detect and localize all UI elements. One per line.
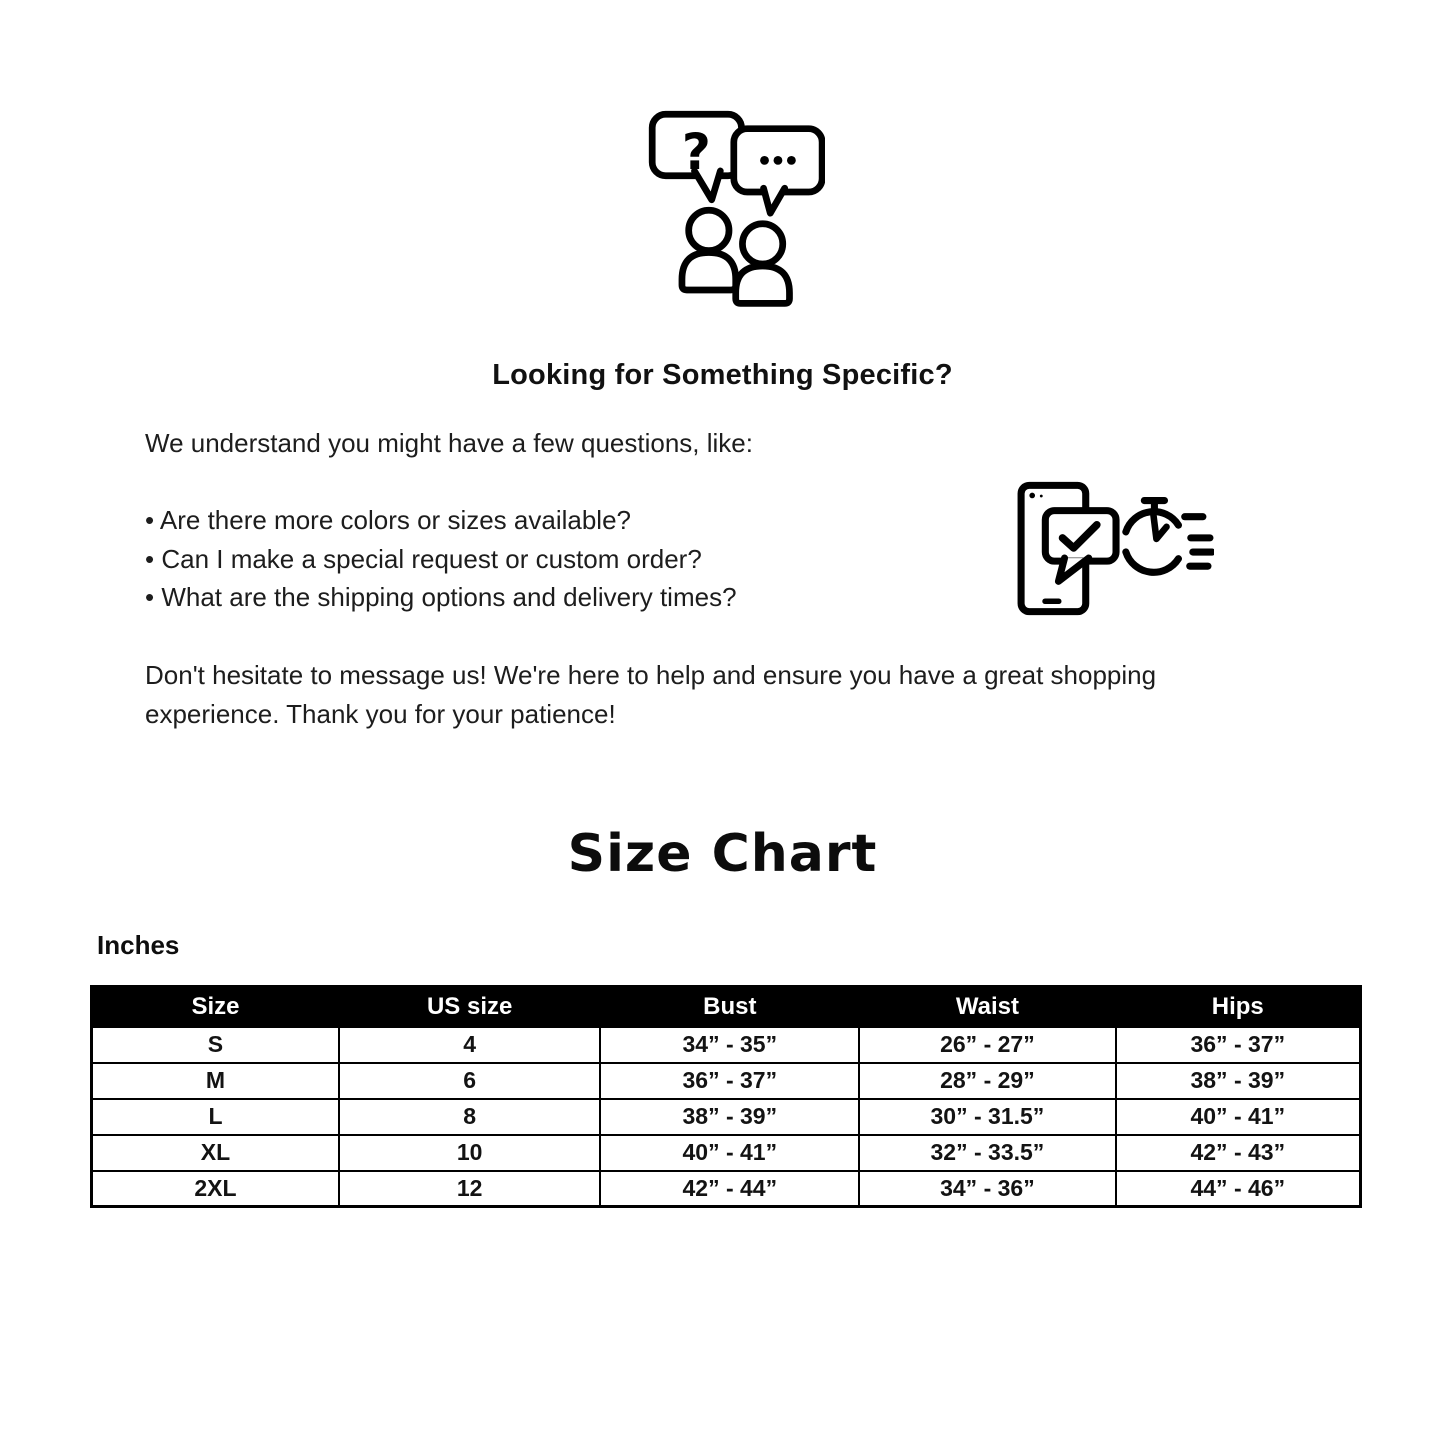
us-size-cell: 12 (339, 1171, 600, 1207)
table-row (92, 1171, 1361, 1207)
size-chart-table (90, 985, 1362, 1208)
list-item: • Can I make a special request or custom order? (145, 543, 702, 574)
unit-label: Inches (97, 930, 180, 960)
waist-cell: 34” - 36” (859, 1171, 1115, 1207)
us-size-cell: 8 (339, 1099, 600, 1135)
waist-cell: 30” - 31.5” (859, 1099, 1115, 1135)
chat-people-icon (633, 101, 825, 309)
waist-cell: 28” - 29” (859, 1063, 1115, 1099)
col-header-size: Size (92, 987, 339, 1027)
bust-cell: 42” - 44” (600, 1171, 859, 1207)
table-row (92, 1135, 1361, 1171)
bust-cell: 36” - 37” (600, 1063, 859, 1099)
hips-cell: 38” - 39” (1116, 1063, 1361, 1099)
size-cell: L (92, 1099, 339, 1135)
hips-cell: 42” - 43” (1116, 1135, 1361, 1171)
size-cell: M (92, 1063, 339, 1099)
section-heading: Looking for Something Specific? (492, 359, 953, 391)
us-size-cell: 6 (339, 1063, 600, 1099)
size-chart-table-wrap (90, 985, 1362, 1208)
table-header-row (92, 987, 1361, 1027)
size-cell: S (92, 1027, 339, 1063)
hips-cell: 36” - 37” (1116, 1027, 1361, 1063)
list-item: • Are there more colors or sizes available? (145, 505, 631, 535)
list-item: • What are the shipping options and delivery times? (145, 582, 737, 613)
col-header-bust: Bust (600, 987, 859, 1027)
us-size-cell: 10 (339, 1135, 600, 1171)
table-row (92, 1099, 1361, 1135)
col-header-hips: Hips (1116, 987, 1361, 1027)
col-header-waist: Waist (859, 987, 1115, 1027)
bust-cell: 40” - 41” (600, 1135, 859, 1171)
waist-cell: 32” - 33.5” (859, 1135, 1115, 1171)
hips-cell: 40” - 41” (1116, 1099, 1361, 1135)
us-size-cell: 4 (339, 1027, 600, 1063)
question-list (145, 501, 737, 617)
question-mark-glyph: ? (681, 123, 711, 181)
hips-cell: 44” - 46” (1116, 1171, 1361, 1207)
table-row (92, 1027, 1361, 1063)
lead-text: We understand you might have a few questions, like: (145, 428, 753, 458)
size-cell: 2XL (92, 1171, 339, 1207)
outro-text: Don't hesitate to message us! We're here to help and ensure you have a great shopping experience. Thank you for your patience! (145, 660, 1157, 729)
size-cell: XL (92, 1135, 339, 1171)
table-row (92, 1063, 1361, 1099)
question-answer-people-icon (633, 101, 825, 309)
bust-cell: 38” - 39” (600, 1099, 859, 1135)
bust-cell: 34” - 35” (600, 1027, 859, 1063)
size-chart-title: Size Chart (567, 824, 878, 884)
waist-cell: 26” - 27” (859, 1027, 1115, 1063)
phone-timer-icon (1012, 477, 1214, 619)
phone-message-stopwatch-icon (1012, 477, 1214, 619)
col-header-us-size: US size (339, 987, 600, 1027)
